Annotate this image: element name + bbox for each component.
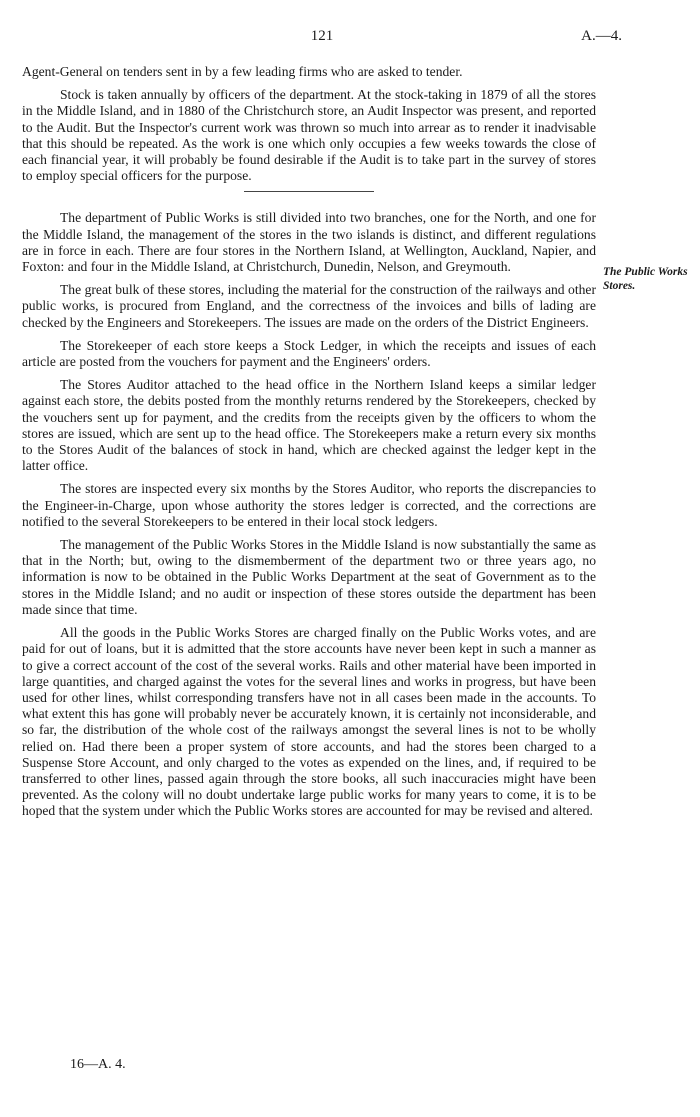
paragraph: Agent-General on tenders sent in by a few leading firms who are asked to tender. [22, 64, 463, 79]
margin-note: The Public Works Stores. [603, 266, 688, 292]
paragraph: The stores are inspected every six months by the Stores Auditor, who reports the discrepancies to the Engineer-in-Charge, upon whose authority the stores ledger is corrected, and the corrections are notified to the several Storekeepers to be entered in their local stock ledgers. [22, 481, 596, 529]
paragraph: The great bulk of these stores, including the material for the construction of the railways and other public works, is procured from England, and the correctness of the invoices and bills of lading are checked by the Engineers and Storekeepers. The issues are made on the orders of the District Engineers. [22, 282, 596, 330]
paragraph: The management of the Public Works Stores in the Middle Island is now substantially the same as that in the North; but, owing to the dismemberment of the department two or three years ago, no information is now to be obtained in the Public Works Department at the seat of Government as to the stores in the Middle Island; and no audit or inspection of these stores outside the department has been made since that time. [22, 537, 596, 617]
page-footer: 16—A. 4. [70, 1057, 126, 1072]
paragraph: The Stores Auditor attached to the head office in the Northern Island keeps a similar ledger against each store, the debits posted from the monthly returns rendered by the Storekeepers, checked by the vouchers sent up for payment, and the credits from the receipts given by the officers to whom the stores are issued, which are sent up to the head office. The Storekeepers make a return every six months to the Stores Audit of the balances of stock in hand, which are checked against the ledger kept in the latter office. [22, 377, 596, 474]
document-reference: A.—4. [581, 28, 622, 44]
paragraph: The department of Public Works is still divided into two branches, one for the North, and one for the Middle Island, the management of the stores in the two islands is distinct, and different regulations are in force in each. There are four stores in the Northern Island, at Wellington, Auckland, Napier, and Foxton: and four in the Middle Island, at Christchurch, Dunedin, Nelson, and Greymouth. [22, 210, 596, 275]
paragraph: The Storekeeper of each store keeps a Stock Ledger, in which the receipts and issues of each article are posted from the vouchers for payment and the Engineers' orders. [22, 337, 596, 370]
body-text [22, 64, 596, 827]
page-header [22, 28, 622, 50]
paragraph: All the goods in the Public Works Stores are charged finally on the Public Works votes, and are paid for out of loans, but it is admitted that the store accounts have never been kept in such a manner as to give a correct account of the cost of the several works. Rails and other material have been imported in large quantities, and charged against the votes for the several lines and works in progress, but have been used for other lines, whilst corresponding transfers have not in all cases been made in the accounts. To what extent this has gone will probably never be accurately known, it is certainly not inconsiderable, and so far, the distribution of the whole cost of the railways amongst the several lines is not to be wholly relied on. Had there been a proper system of store accounts, and had the stores been charged to a Suspense Store Account, and only charged to the votes as expended on the lines, and, if required to be transferred to other lines, passed again through the store books, all such inaccuracies might have been prevented. As the colony will no doubt undertake large public works for many years to come, it is to be hoped that the system under which the Public Works stores are accounted for may be revised and altered. [22, 625, 596, 819]
page-number: 121 [310, 28, 334, 44]
section-divider [244, 191, 374, 192]
paragraph: Stock is taken annually by officers of the department. At the stock-taking in 1879 of all the stores in the Middle Island, and in 1880 of the Christchurch store, an Audit Inspector was present, and reported to the Audit. But the Inspector's current work was thrown so much into arrear as to render it inadvisable that this should be repeated. As the work is one which only occupies a few weeks towards the close of each financial year, it will probably be found desirable if the Audit is to take part in the survey of stores to employ special officers for the purpose. [22, 87, 596, 184]
